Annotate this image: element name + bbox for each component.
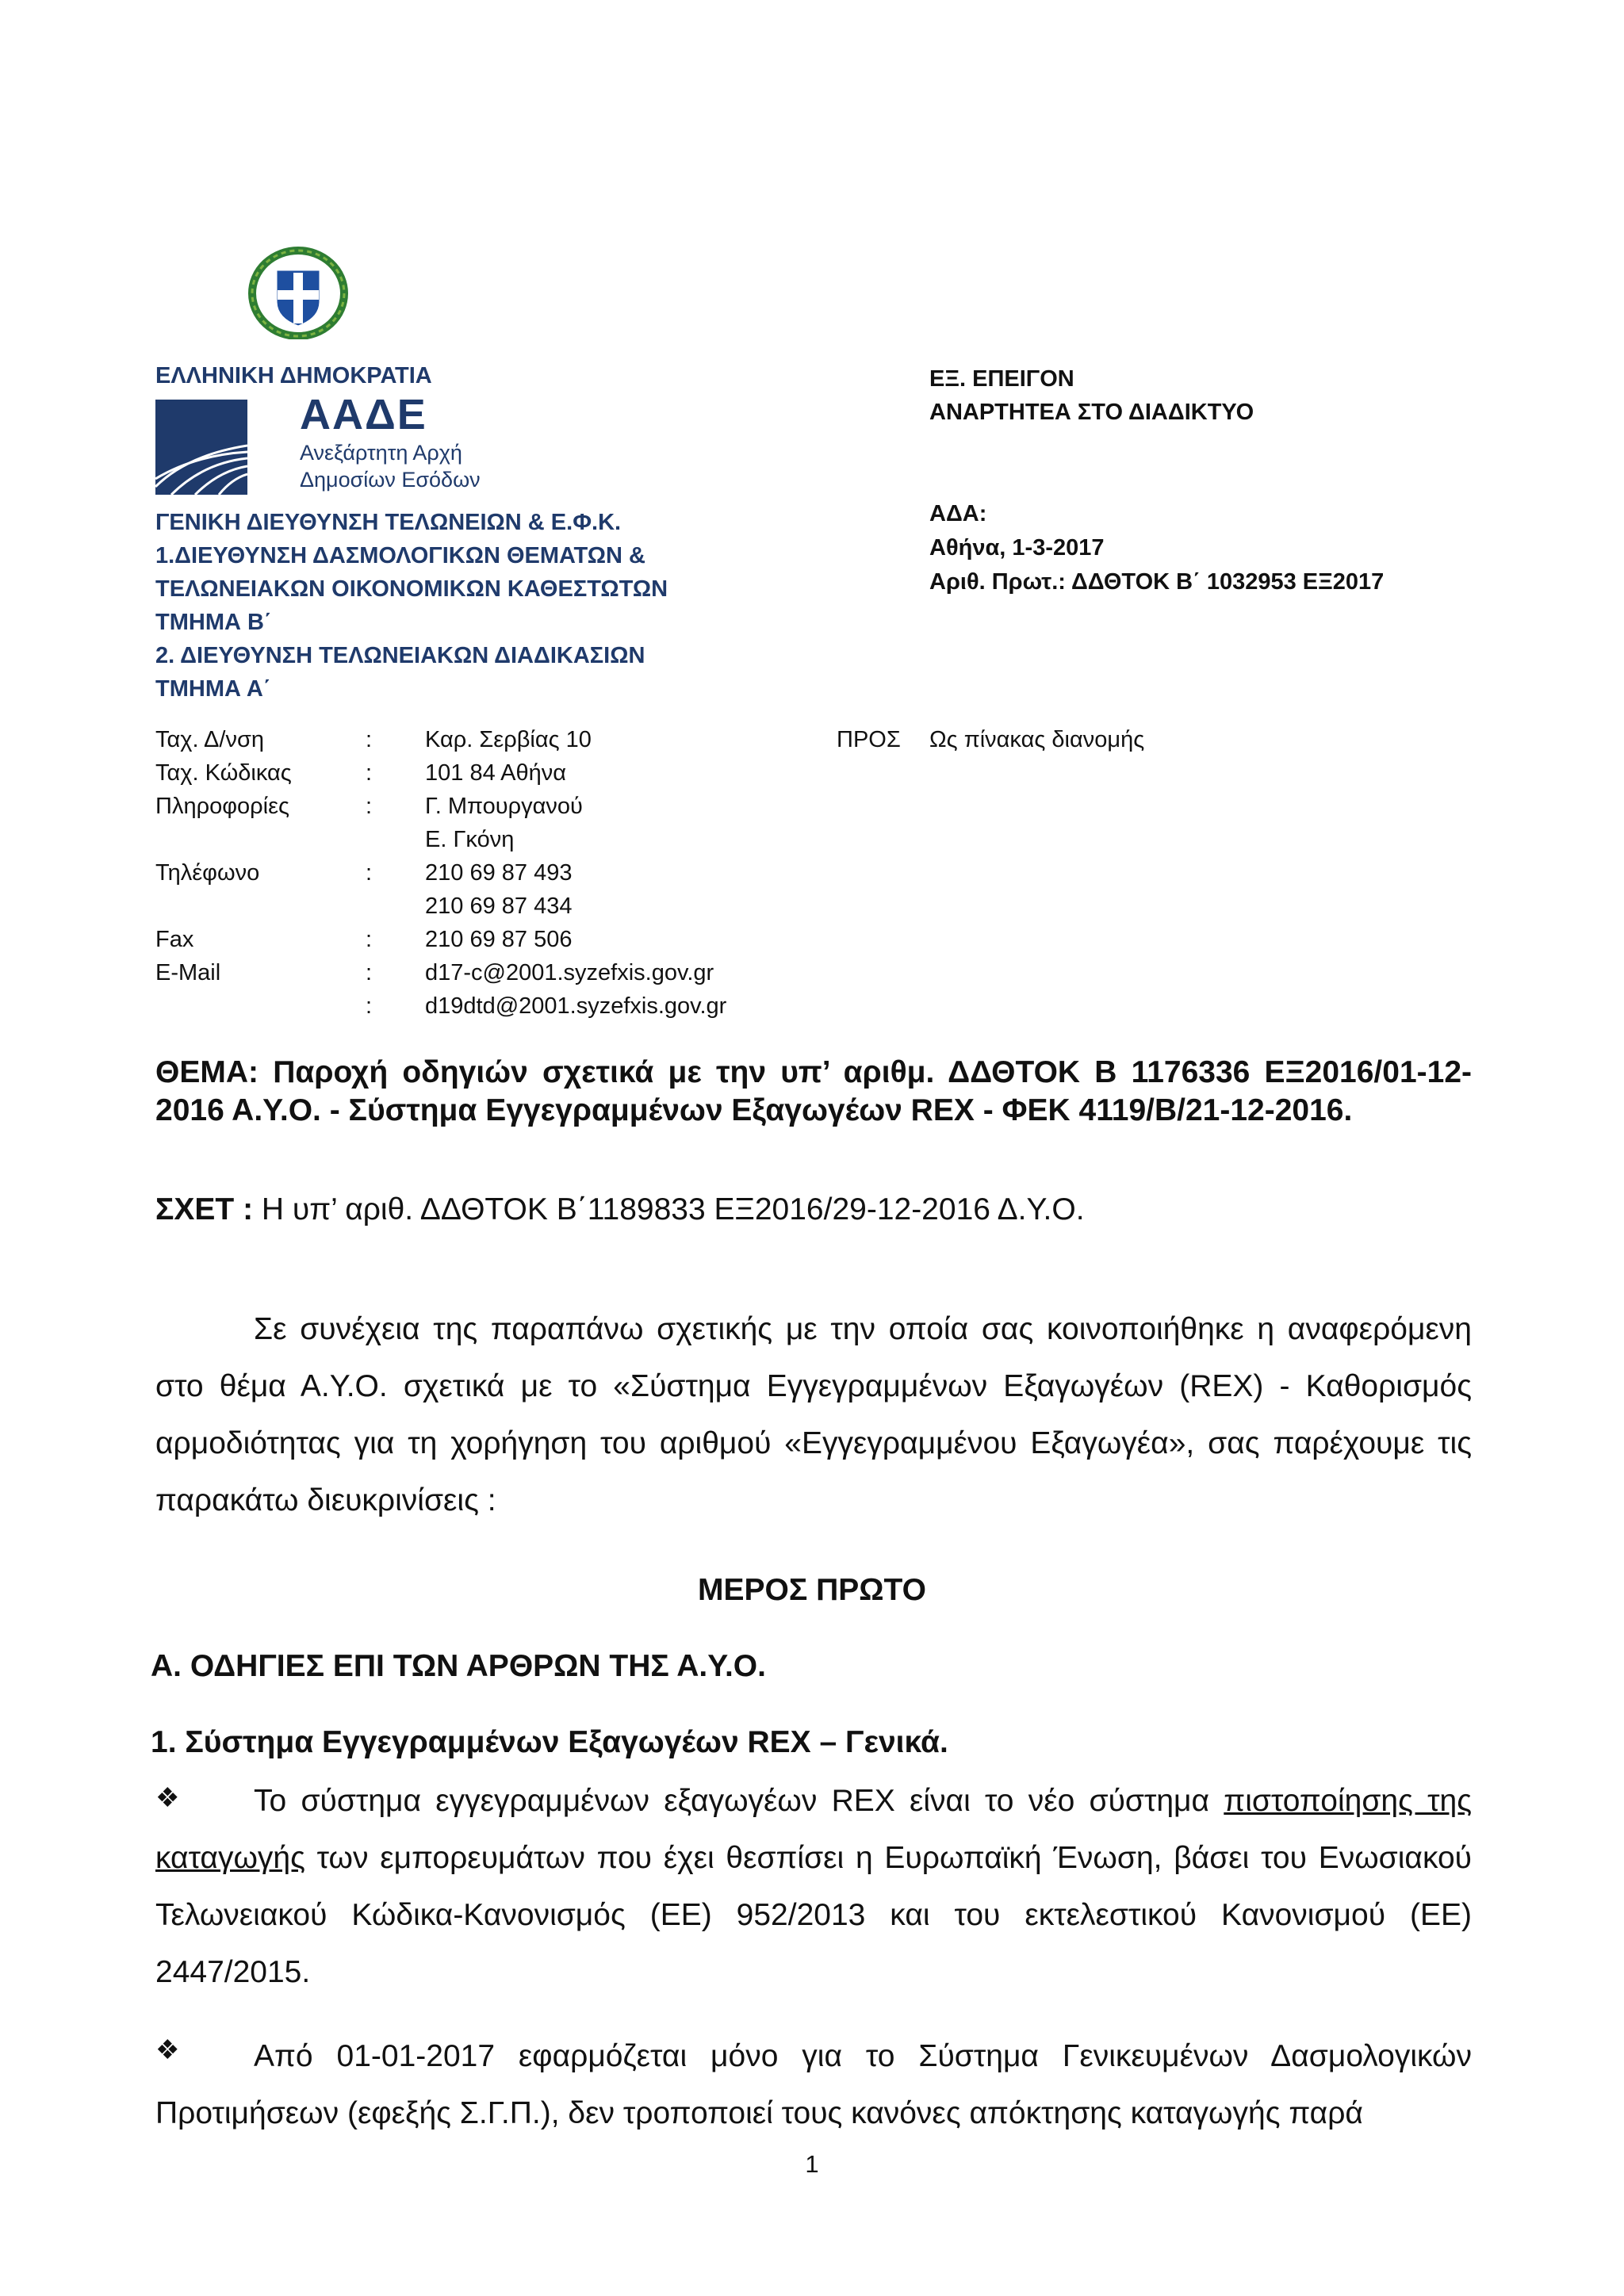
bullet-icon: ❖ [155,1783,180,1813]
bullet-1-lead: Το σύστημα εγγεγραμμένων εξαγωγέων REX είναι το νέο σύστημα [254,1784,1224,1818]
aade-logo-mark-icon [155,400,247,495]
contact-row: Πληροφορίες : Γ. Μπουργανού [155,794,583,819]
document-date: Αθήνα, 1-3-2017 [929,535,1105,561]
aade-subtitle-line2: Δημοσίων Εσόδων [300,468,481,492]
departments-block [155,506,726,706]
aade-logo [155,391,520,499]
contact-row: Ταχ. Κώδικας : 101 84 Αθήνα [155,760,567,786]
department-line: 2. ΔΙΕΥΘΥΝΣΗ ΤΕΛΩΝΕΙΑΚΩΝ ΔΙΑΔΙΚΑΣΙΩΝ [155,643,645,668]
subject: ΘΕΜΑ: Παροχή οδηγιών σχετικά με την υπ’ αριθμ. ΔΔΘΤΟΚ Β 1176336 ΕΞ2016/01-12-2016 Α.Υ.Ο. - Σύστημα Εγγεγραμμένων Εξαγωγέων REX - ΦΕΚ 4119/Β/21-12-2016. [155,1055,1472,1127]
department-line: 1.ΔΙΕΥΘΥΝΣΗ ΔΑΣΜΟΛΟΓΙΚΩΝ ΘΕΜΑΤΩΝ & [155,543,645,568]
recipient-label: ΠΡΟΣ [837,727,901,752]
section-1-heading: 1. Σύστημα Εγγεγραμμένων Εξαγωγέων REX – Γενικά. [151,1725,948,1759]
greek-emblem-icon [246,246,350,339]
intro-paragraph: Σε συνέχεια της παραπάνω σχετικής με την οποία σας κοινοποιήθηκε η αναφερόμενη στο θέμα Α.Υ.Ο. σχετικά με το «Σύστημα Εγγεγραμμένων Εξαγωγέων (REX) - Καθορισμός αρμοδιότητας για τη χορήγηση του αριθμού «Εγγεγραμμένου Εξαγωγέα», σας παρέχουμε τις παρακάτω διευκρινίσεις : [155,1312,1472,1517]
urgent-flag: ΕΞ. ΕΠΕΙΓΟΝ [929,366,1074,392]
reference-label: ΣΧΕΤ : [155,1192,254,1226]
part-heading: ΜΕΡΟΣ ΠΡΩΤΟ [698,1573,926,1607]
contact-row: 210 69 87 434 [425,894,573,919]
reference [155,1191,1085,1229]
bullet-paragraph-2: Από 01-01-2017 εφαρμόζεται μόνο για το Σύστημα Γενικευμένων Δασμολογικών Προτιμήσεων (εφεξής Σ.Γ.Π.), δεν τροποποιεί τους κανόνες απόκτησης καταγωγής παρά [155,2039,1472,2130]
aade-subtitle-line1: Ανεξάρτητη Αρχή [300,441,462,465]
page-number: 1 [805,2150,819,2178]
publish-flag: ΑΝΑΡΤΗΤΕΑ ΣΤΟ ΔΙΑΔΙΚΤΥΟ [929,400,1254,425]
section-a-heading: Α. ΟΔΗΓΙΕΣ ΕΠΙ ΤΩΝ ΑΡΘΡΩΝ ΤΗΣ Α.Υ.Ο. [151,1649,766,1683]
aade-acronym: ΑΑΔΕ [300,391,427,438]
protocol-number: Αριθ. Πρωτ.: ΔΔΘΤΟΚ Β΄ 1032953 ΕΞ2017 [929,569,1385,595]
contact-row: E-Mail : d17-c@2001.syzefxis.gov.gr [155,960,714,985]
recipient-value: Ως πίνακας διανομής [929,727,1145,752]
contact-row: Fax : 210 69 87 506 [155,927,573,952]
department-line: ΓΕΝΙΚΗ ΔΙΕΥΘΥΝΣΗ ΤΕΛΩΝΕΙΩΝ & Ε.Φ.Κ. [155,510,622,535]
contact-row: Ταχ. Δ/νση : Καρ. Σερβίας 10 [155,727,592,752]
bullet-1-underlined: πιστοποίησης της καταγωγής [155,1784,1472,1875]
department-line: ΤΕΛΩΝΕΙΑΚΩΝ ΟΙΚΟΝΟΜΙΚΩΝ ΚΑΘΕΣΤΩΤΩΝ [155,576,668,602]
contact-row: : d19dtd@2001.syzefxis.gov.gr [366,993,727,1019]
contact-row: Τηλέφωνο : 210 69 87 493 [155,860,573,886]
department-line: ΤΜΗΜΑ Α΄ [155,676,271,702]
ada-label: ΑΔΑ: [929,501,987,526]
department-line: ΤΜΗΜΑ Β΄ [155,610,272,635]
bullet-icon: ❖ [155,2035,180,2065]
reference-text: Η υπ’ αριθ. ΔΔΘΤΟΚ Β΄1189833 ΕΞ2016/29-12-2016 Δ.Υ.Ο. [253,1192,1085,1226]
bullet-paragraph-1 [155,1773,1472,2001]
contact-row: Ε. Γκόνη [425,827,515,852]
bullet-1-rest: των εμπορευμάτων που έχει θεσπίσει η Ευρωπαϊκή Ένωση, βάσει του Ενωσιακού Τελωνειακού Κώδικα-Κανονισμός (ΕΕ) 952/2013 και του εκτελεστικού Κανονισμού (ΕΕ) 2447/2015. [155,1841,1472,1989]
republic-title: ΕΛΛΗΝΙΚΗ ΔΗΜΟΚΡΑΤΙΑ [155,363,432,388]
